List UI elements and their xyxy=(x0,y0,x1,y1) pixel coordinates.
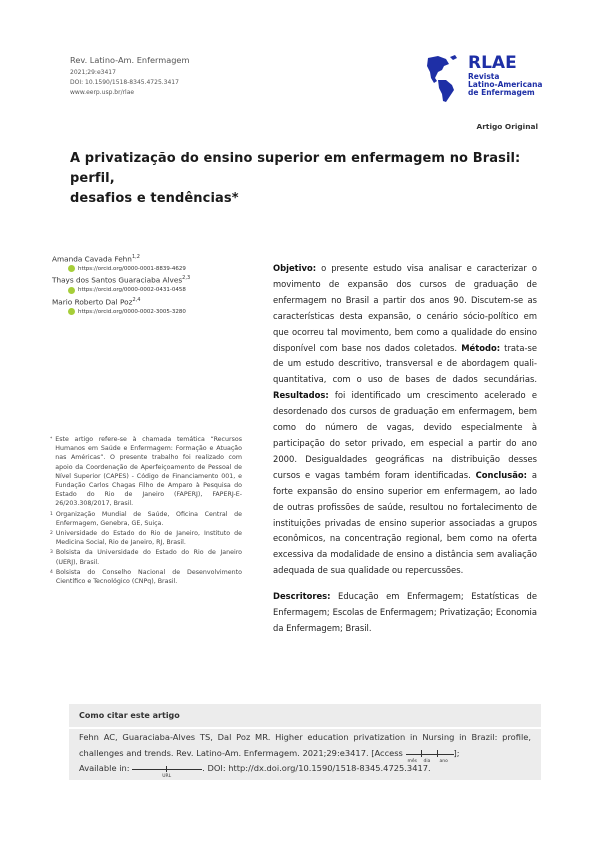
journal-year-id: 2021;29:e3417 xyxy=(70,69,116,76)
author-name[interactable]: Mario Roberto Dal Poz$^{2,4}$ xyxy=(52,296,141,307)
orcid-link[interactable]: https://orcid.org/0000-0002-3005-3280 xyxy=(68,308,252,315)
article-title-line1: A privatização do ensino superior em enfermagem no Brasil: perfil, xyxy=(70,151,521,186)
results-text: foi identificado um crescimento acelerado e desordenado dos cursos de graduação em enfermagem, bem como do número de vagas, devido especialmente à participação do setor privado, em especial a partir do ano 2000. Desigualdades geográficas na distribuição desses cursos e vagas também foram identificadas. xyxy=(273,390,537,480)
url-field[interactable]: URL xyxy=(132,762,202,772)
abstract xyxy=(273,261,537,579)
author-entry xyxy=(52,275,252,293)
descriptors xyxy=(273,589,537,637)
results-label: Resultados: xyxy=(273,390,329,401)
orcid-icon xyxy=(68,265,75,272)
objective-text: o presente estudo visa analisar e caracterizar o movimento de expansão dos cursos de graduação de enfermagem no Brasil a partir dos anos 90. Discutem-se as características desta expansão, o cenário sócio-político em que ocorreu tal movimento, bem como a qualidade do ensino disponível com base nos dados coletados. xyxy=(273,263,537,353)
author-entry xyxy=(52,254,252,272)
conclusion-text: a forte expansão do ensino superior em enfermagem, ao lado de outras profissões de saúde, resultou no fortalecimento de instituições privadas de ensino superior associadas a grupos econômicos, na concentração regional, bem como na oferta excessiva da modalidade de ensino a distância sem avaliação adequada de sua qualidade ou repercussões. xyxy=(273,469,537,576)
journal-name: Rev. Latino-Am. Enfermagem xyxy=(70,55,190,65)
author-name[interactable]: Thays dos Santos Guaraciaba Alves$^{2,3}$ xyxy=(52,275,191,285)
citation-text: Fehn AC, Guaraciaba-Alves TS, Dal Poz MR. Higher education privatization in Nursing in Brazil: profile, challenges and trends. Rev. Latino-Am. Enfermagem. 2021;29:e3417. [Access mês dia ano ]; Available in: URL . DOI: http://dx.doi.org/10.1590/1518-8345.4725.3417. xyxy=(79,732,531,779)
author-name[interactable]: Amanda Cavada Fehn$^{1,2}$ xyxy=(52,254,140,264)
journal-logo xyxy=(424,54,544,104)
footnote: 2 Universidade do Estado do Rio de Janeiro, Instituto de Medicina Social, Rio de Janeiro, RJ, Brasil. xyxy=(50,530,242,547)
citation-box xyxy=(69,704,541,780)
author-entry xyxy=(52,297,252,315)
footnotes xyxy=(50,435,242,587)
citation-heading: Como citar este artigo xyxy=(79,711,180,720)
footnote: * Este artigo refere-se à chamada temática “Recursos Humanos em Saúde e Enfermagem: Formação e Atuação nas Américas”. O presente trabalho foi realizado com apoio da Coordenação de Aperfeiçoamento de Pessoal de Nível Superior (CAPES) - Código de Financiamento 001, e Fundação Carlos Chagas Filho de Amparo à Pesquisa do Estado do Rio de Janeiro (FAPERJ), FAPERJ-E-26/203.308/2017, Brasil. xyxy=(50,436,242,508)
logo-abbr: RLAE xyxy=(468,53,517,73)
americas-map-icon xyxy=(424,54,472,104)
article-type: Artigo Original xyxy=(476,122,538,131)
method-text: trata-se de um estudo descritivo, transversal e de abordagem quali-quantitativa, com o uso de bases de dados secundárias. xyxy=(273,342,537,385)
method-label: Método: xyxy=(461,342,501,353)
orcid-link[interactable]: https://orcid.org/0000-0002-0431-0458 xyxy=(68,287,252,294)
author-list xyxy=(52,254,252,315)
descriptors-text: Educação em Enfermagem; Estatísticas de Enfermagem; Escolas de Enfermagem; Privatização; Economia da Enfermagem; Brasil. xyxy=(273,591,537,633)
journal-doi: DOI: 10.1590/1518-8345.4725.3417 xyxy=(70,79,179,86)
orcid-icon xyxy=(68,287,75,294)
logo-line2: Latino-Americana xyxy=(468,80,543,89)
journal-url[interactable]: www.eerp.usp.br/rlae xyxy=(70,89,135,96)
footnote: 1 Organização Mundial de Saúde, Oficina Central de Enfermagem, Genebra, GE, Suiça. xyxy=(50,510,242,527)
objective-label: Objetivo: xyxy=(273,263,317,273)
descriptors-label: Descritores: xyxy=(273,591,331,601)
journal-header xyxy=(70,55,189,98)
orcid-icon xyxy=(68,308,75,315)
citation-divider xyxy=(69,727,541,729)
conclusion-label: Conclusão: xyxy=(475,469,527,480)
orcid-link[interactable]: https://orcid.org/0000-0001-8839-4629 xyxy=(68,265,252,272)
logo-line1: Revista xyxy=(468,72,500,81)
access-date-field[interactable]: mês dia ano xyxy=(406,747,454,757)
article-title xyxy=(70,149,540,209)
footnote: 4 Bolsista do Conselho Nacional de Desenvolvimento Científico e Tecnológico (CNPq), Brasil. xyxy=(50,568,242,586)
logo-line3: de Enfermagem xyxy=(468,88,535,97)
article-title-line2: desafios e tendências* xyxy=(70,191,239,206)
footnote: 3 Bolsista da Universidade do Estado do Rio de Janeiro (UERJ), Brasil. xyxy=(50,549,242,566)
